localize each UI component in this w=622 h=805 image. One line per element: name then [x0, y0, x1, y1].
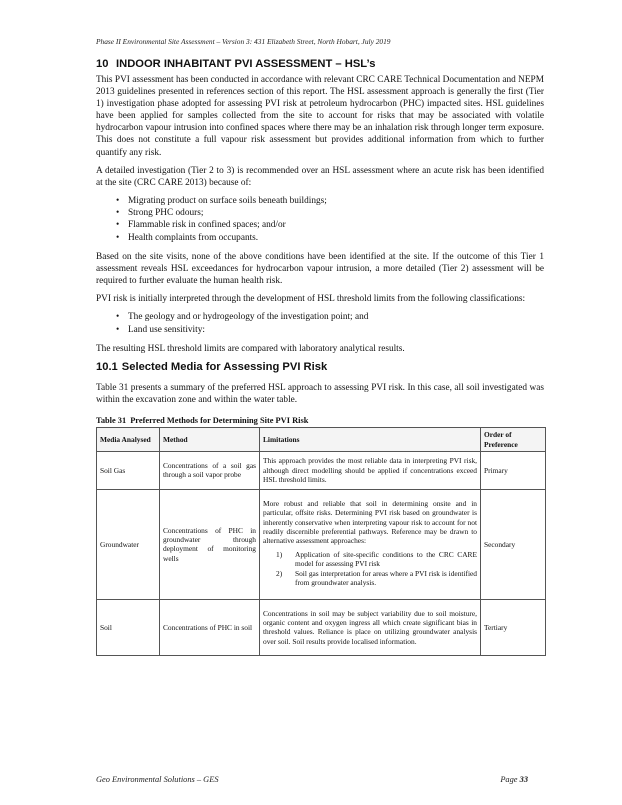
table-row — [97, 599, 546, 655]
column-header-order: Order of Preference — [481, 428, 546, 452]
pvi-methods-table — [96, 427, 546, 656]
limitations-text: More robust and reliable that soil in determining onsite and in particular, offsite risks. Determining PVI risk based on groundwater is inherently conservative when interpreting vapour risk to account for not readily discernible preferential pathways. Reference may be drawn to alternative assessment approaches: — [263, 499, 477, 546]
list-number: 2) — [276, 569, 283, 579]
subsection-paragraph-1: Table 31 presents a summary of the preferred HSL approach to assessing PVI risk. In this case, all soil investigated was within the excavation zone and within the water table. — [96, 383, 544, 406]
cell-media: Soil — [97, 599, 160, 655]
classification-list — [96, 311, 544, 336]
list-text: Soil gas interpretation for areas where a PVI risk is identified from groundwater analysis. — [295, 569, 477, 588]
page-number-value: 33 — [519, 775, 528, 784]
section-number: 10 — [96, 58, 109, 70]
list-item: • Strong PHC odours; — [96, 207, 544, 219]
cell-method: Concentrations of a soil gas through a soil vapor probe — [160, 451, 260, 489]
list-item — [263, 569, 477, 588]
list-text: Application of site-specific conditions to the CRC CARE model for assessing PVI risk — [295, 549, 477, 568]
list-item: • Health complaints from occupants. — [96, 232, 544, 244]
section-title: INDOOR INHABITANT PVI ASSESSMENT – HSL’s — [116, 58, 376, 70]
list-item: • The geology and or hydrogeology of the investigation point; and — [96, 311, 544, 323]
page-footer — [96, 775, 528, 784]
cell-media: Soil Gas — [97, 451, 160, 489]
section-paragraph-1: This PVI assessment has been conducted in accordance with relevant CRC CARE Technical Documentation and NEPM 2013 guidelines presented in references section of this report. The HSL assessment approach is generally the first (Tier 1) investigation phase adopted for assessing PVI risk at petroleum hydrocarbon (PHC) impacted sites. HSL guidelines have been applied for samples collected from the site to account for risks that may be associated with volatile hydrocarbon vapour intrusion into confined spaces where there may be an inhalation risk through longer term exposure. This does not constitute a full vapour risk assessment but provides additional information from which to further quantify any risk. — [96, 75, 544, 158]
cell-order: Primary — [481, 451, 546, 489]
column-header-media: Media Analysed — [97, 428, 160, 452]
list-item: • Land use sensitivity: — [96, 324, 544, 336]
list-item: • Migrating product on surface soils beneath buildings; — [96, 195, 544, 207]
page-number — [500, 775, 528, 784]
table-row — [97, 451, 546, 489]
cell-order: Secondary — [481, 489, 546, 599]
acute-risk-list — [96, 195, 544, 244]
list-item — [263, 550, 477, 569]
footer-company: Geo Environmental Solutions – GES — [96, 775, 219, 784]
table-caption — [96, 416, 544, 426]
subsection-title: Selected Media for Assessing PVI Risk — [121, 361, 328, 374]
section-paragraph-4: PVI risk is initially interpreted through the development of HSL threshold limits from the following classifications: — [96, 294, 526, 305]
table-header-row — [97, 428, 546, 452]
cell-method: Concentrations of PHC in soil — [160, 599, 260, 655]
page-header: Phase II Environmental Site Assessment – Version 3: 431 Elizabeth Street, North Hobart, July 2019 — [96, 37, 391, 46]
cell-limitations — [260, 489, 481, 599]
approaches-list — [263, 550, 477, 588]
table-row — [97, 489, 546, 599]
cell-limitations: This approach provides the most reliable data in interpreting PVI risk, although direct modelling should be applied if concentrations exceed HSL threshold limits. — [260, 451, 481, 489]
section-paragraph-5: The resulting HSL threshold limits are compared with laboratory analytical results. — [96, 344, 405, 354]
list-item: • Flammable risk in confined spaces; and/or — [96, 219, 544, 231]
cell-limitations: Concentrations in soil may be subject variability due to soil moisture, organic content and oxygen ingress all which create significant bias in threshold values. Reliance is place on utilizing groundwater analysis over soil. Soil results provide localised information. — [260, 599, 481, 655]
section-paragraph-3: Based on the site visits, none of the above conditions have been identified at the site. If the outcome of this Tier 1 assessment reveals HSL exceedances for hydrocarbon vapour intrusion, a more detailed (Tier 2) assessment will be required to further evaluate the human health risk. — [96, 252, 544, 287]
table-caption-title: Preferred Methods for Determining Site PVI Risk — [130, 416, 309, 426]
page-label: Page — [500, 775, 518, 784]
table-caption-label: Table 31 — [96, 416, 127, 426]
section-heading — [96, 58, 544, 70]
column-header-limitations: Limitations — [260, 428, 481, 452]
cell-order: Tertiary — [481, 599, 546, 655]
page-content — [96, 56, 544, 656]
list-number: 1) — [276, 549, 283, 559]
column-header-method: Method — [160, 428, 260, 452]
cell-media: Groundwater — [97, 489, 160, 599]
subsection-number: 10.1 — [96, 361, 118, 374]
cell-method: Concentrations of PHC in groundwater through deployment of monitoring wells — [160, 489, 260, 599]
section-paragraph-2: A detailed investigation (Tier 2 to 3) is recommended over an HSL assessment where an acute risk has been identified at the site (CRC CARE 2013) because of: — [96, 165, 544, 188]
subsection-heading — [96, 361, 544, 373]
